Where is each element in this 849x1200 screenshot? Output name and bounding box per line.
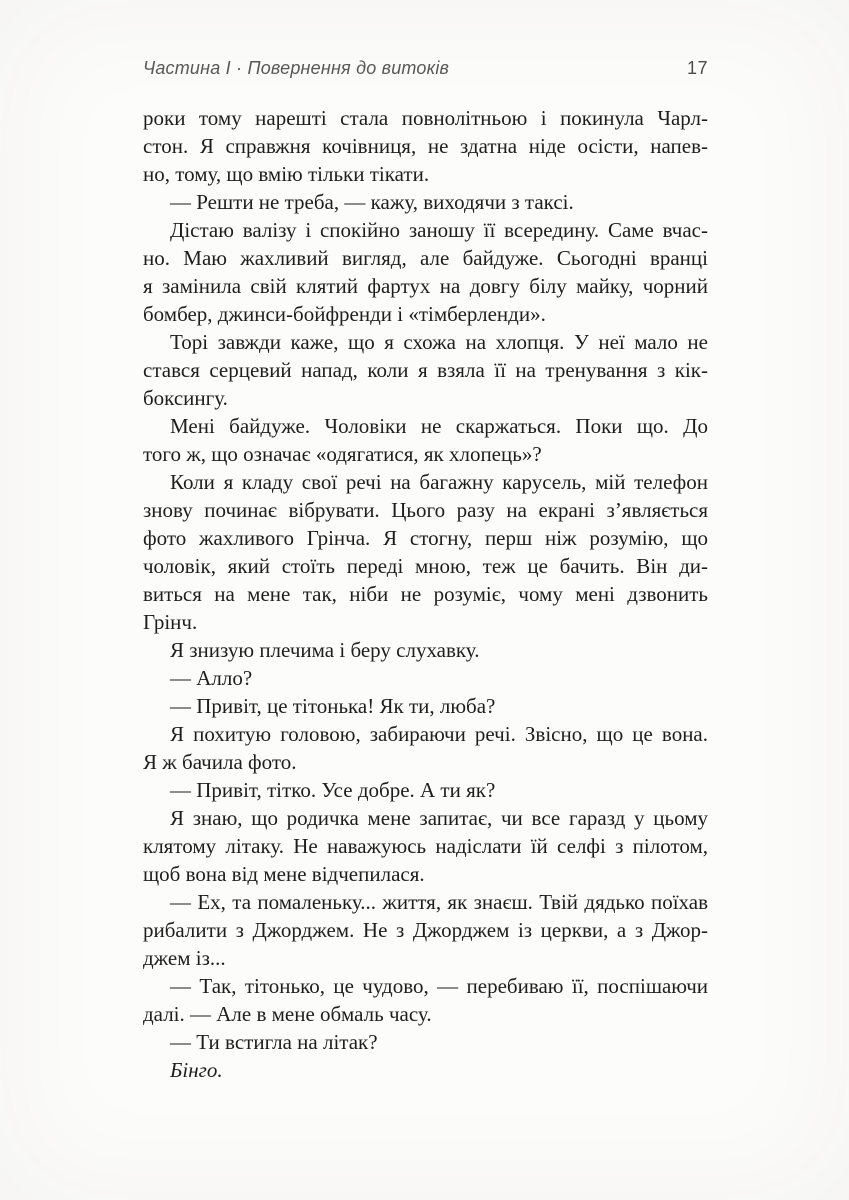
- text-line: Грінч.: [143, 610, 198, 634]
- text-line: бомбер, джинси-бойфренди і «тімберленди».: [143, 302, 546, 326]
- text-line: — Решти не треба, — кажу, виходячи з таксі.: [170, 190, 574, 214]
- text-line: щоб вона від мене відчепилася.: [143, 862, 425, 886]
- paragraph: [143, 468, 708, 636]
- text-line: виться на мене так, ніби не розуміє, чому мені дзвонить: [143, 582, 708, 606]
- page-number: 17: [686, 58, 708, 78]
- text-line: чоловік, який стоїть переді мною, теж це бачить. Він ди-: [143, 554, 708, 578]
- paragraph: [143, 104, 708, 188]
- text-line: Я знаю, що родичка мене запитає, чи все гаразд у цьому: [170, 806, 708, 830]
- text-line: но. Маю жахливий вигляд, але байдуже. Сьогодні вранці: [143, 246, 708, 270]
- paragraph: [143, 804, 708, 888]
- text-line: — Так, тітонько, це чудово, — перебиваю її, поспішаючи: [170, 974, 708, 998]
- paragraph: [143, 412, 708, 468]
- text-line: клятому літаку. Не наважуюсь надіслати їй селфі з пілотом,: [143, 834, 708, 858]
- text-line: — Алло?: [170, 666, 253, 690]
- text-line: джем із...: [143, 946, 226, 970]
- text-line: фото жахливого Грінча. Я стогну, перш ніж розумію, що: [143, 526, 708, 550]
- text-line: я замінила свій клятий фартух на довгу білу майку, чорний: [143, 274, 708, 298]
- body-text: [143, 104, 708, 1084]
- text-line: знову починає вібрувати. Цього разу на екрані з’являється: [143, 498, 708, 522]
- text-line: но, тому, що вмію тільки тікати.: [143, 162, 430, 186]
- text-line: Дістаю валізу і спокійно заношу її всередину. Саме вчас-: [170, 218, 708, 242]
- paragraph: [143, 692, 708, 720]
- paragraph: [143, 216, 708, 328]
- text-line: роки тому нарешті стала повнолітньою і покинула Чарл-: [143, 106, 708, 130]
- text-line: — Ех, та помаленьку... життя, як знаєш. Твій дядько поїхав: [170, 890, 708, 914]
- paragraph: [143, 720, 708, 776]
- paragraph: [143, 188, 708, 216]
- paragraph: [143, 972, 708, 1028]
- text-line: боксингу.: [143, 386, 228, 410]
- text-line: Я ж бачила фото.: [143, 750, 297, 774]
- paragraph: [143, 1056, 708, 1084]
- running-header: [143, 57, 708, 79]
- text-line: Я похитую головою, забираючи речі. Звісно, що це вона.: [170, 722, 708, 746]
- text-line: рибалити з Джорджем. Не з Джорджем із церкви, а з Джор-: [143, 918, 708, 942]
- text-line: стон. Я справжня кочівниця, не здатна ніде осісти, напев-: [143, 134, 708, 158]
- text-line: стався серцевий напад, коли я взяла її на тренування з кік-: [143, 358, 708, 382]
- paragraph: [143, 636, 708, 664]
- running-title: Частина I · Повернення до витоків: [143, 58, 450, 78]
- paragraph: [143, 664, 708, 692]
- text-line: Коли я кладу свої речі на багажну карусель, мій телефон: [170, 470, 708, 494]
- text-line: Я знизую плечима і беру слухавку.: [170, 638, 480, 662]
- text-line: того ж, що означає «одягатися, як хлопець»?: [143, 442, 542, 466]
- text-line: — Ти встигла на літак?: [170, 1030, 378, 1054]
- paragraph: [143, 776, 708, 804]
- paragraph: [143, 888, 708, 972]
- text-line: далі. — Але в мене обмаль часу.: [143, 1002, 432, 1026]
- text-line: — Привіт, тітко. Усе добре. А ти як?: [170, 778, 496, 802]
- paragraph: [143, 1028, 708, 1056]
- text-line: Торі завжди каже, що я схожа на хлопця. У неї мало не: [170, 330, 708, 354]
- text-line: — Привіт, це тітонька! Як ти, люба?: [170, 694, 496, 718]
- paragraph: [143, 328, 708, 412]
- text-line: Мені байдуже. Чоловіки не скаржаться. Поки що. До: [170, 414, 708, 438]
- text-line: Бінго.: [170, 1058, 223, 1082]
